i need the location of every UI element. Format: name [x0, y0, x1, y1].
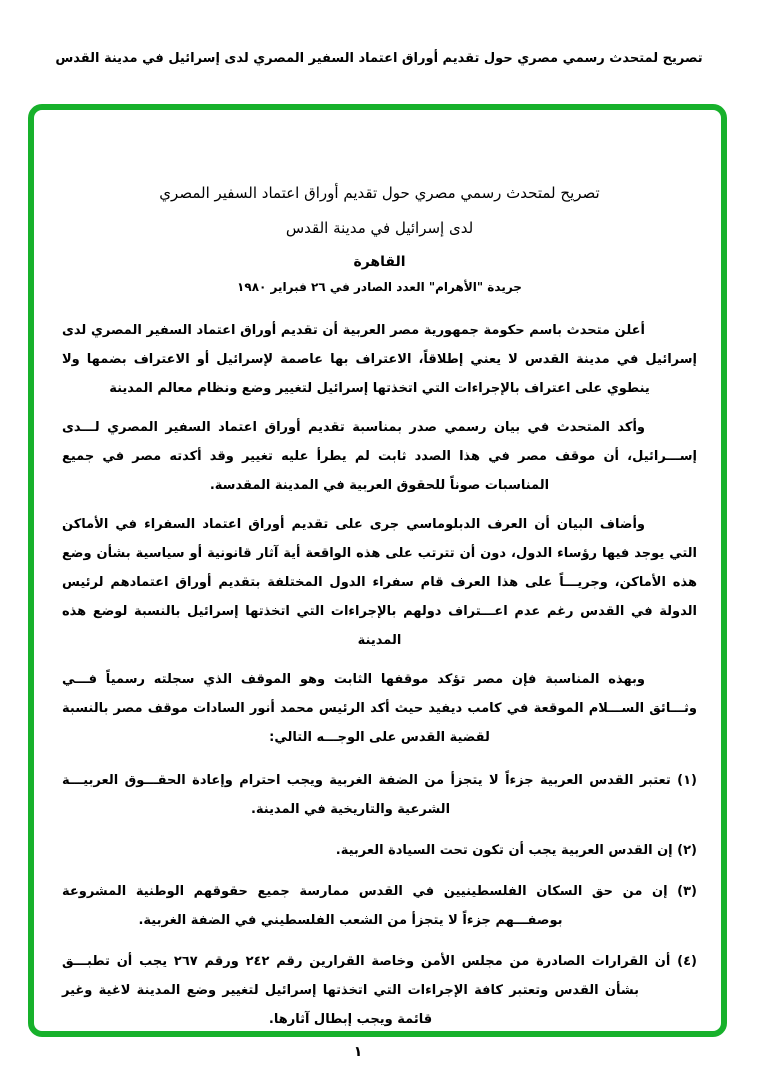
- document-title-line2: لدى إسرائيل في مدينة القدس: [285, 219, 474, 237]
- paragraph-2: وأكد المتحدث في بيان رسمي صدر بمناسبة تقديم أوراق اعتماد السفير المصري لـــدى إســـرائيل، أن موقف مصر في هذا الصدد ثابت لم يطرأ عليه تغيير وقد أكدته مصر في جميع المناسبات صوناً للحقوق العربية في المدينة المقدسة.: [62, 420, 697, 493]
- document-city: القاهرة: [353, 254, 406, 270]
- page-number: ١: [353, 1044, 363, 1060]
- list-item-3: (٣) إن من حق السكان الفلسطينيين في القدس ممارسة جميع حقوقهم الوطنية المشروعة بوصفـــهم جزءاً لا يتجزأ من الشعب الفلسطيني في الضفة الغربية.: [62, 884, 697, 928]
- document-source-line: جريدة "الأهرام" العدد الصادر في ٢٦ فبراير ١٩٨٠: [237, 280, 522, 294]
- paragraph-1: أعلن متحدث باسم حكومة جمهورية مصر العربية أن تقديم أوراق اعتماد السفير المصري لدى إسرائيل في مدينة القدس لا يعني إطلاقاً، الاعتراف بها عاصمة لإسرائيل أو الاعتراف بضمها ولا ينطوي على اعتراف بالإجراءات التي اتخذتها إسرائيل لتغيير وضع ونظام معالم المدينة: [62, 323, 697, 396]
- paragraph-3: وأضاف البيان أن العرف الدبلوماسي جرى على تقديم أوراق اعتماد السفراء في الأماكن التي يوجد فيها رؤساء الدول، دون أن تترتب على هذه الواقعة أية آثار قانونية أو سياسية بشأن وضع هذه الأماكن، وجريـــاً على هذا العرف قام سفراء الدول المختلفة بتقديم أوراق اعتمادهم لرئيس الدولة في القدس رغم عدم اعـــتراف دولهم بالإجراءات التي اتخذتها إسرائيل بالنسبة لوضع هذه المدينة: [62, 517, 697, 648]
- document-frame: [28, 104, 727, 1037]
- list-item-4: (٤) أن القرارات الصادرة من مجلس الأمن وخاصة القرارين رقم ٢٤٢ ورقم ٢٦٧ يجب أن تطبـــق بشأن القدس وتعتبر كافة الإجراءات التي اتخذتها إسرائيل لتغيير وضع المدينة لاغية وغير قائمة ويجب إبطال آثارها.: [62, 954, 697, 1027]
- paragraph-4: وبهذه المناسبة فإن مصر تؤكد موقفها الثابت وهو الموقف الذي سجلته رسمياً فـــي وثـــائق الســـلام الموقعة في كامب ديفيد حيث أكد الرئيس محمد أنور السادات موقف مصر بالنسبة لقضية القدس على الوجـــه التالي:: [62, 672, 697, 745]
- list-item-2: (٢) إن القدس العربية يجب أن تكون تحت السيادة العربية.: [335, 843, 697, 858]
- list-item-1: (١) تعتبر القدس العربية جزءاً لا يتجزأ من الضفة الغربية ويجب احترام وإعادة الحقـــوق العربيـــة الشرعية والتاريخية في المدينة.: [62, 773, 697, 817]
- document-body: [62, 316, 697, 1034]
- document-title-line1: تصريح لمتحدث رسمي مصري حول تقديم أوراق اعتماد السفير المصري: [159, 184, 600, 202]
- document-content: [34, 110, 721, 1034]
- document-header-title: تصريح لمتحدث رسمي مصري حول تقديم أوراق اعتماد السفير المصري لدى إسرائيل في مدينة القدس: [55, 51, 703, 66]
- numbered-list: [62, 766, 697, 1034]
